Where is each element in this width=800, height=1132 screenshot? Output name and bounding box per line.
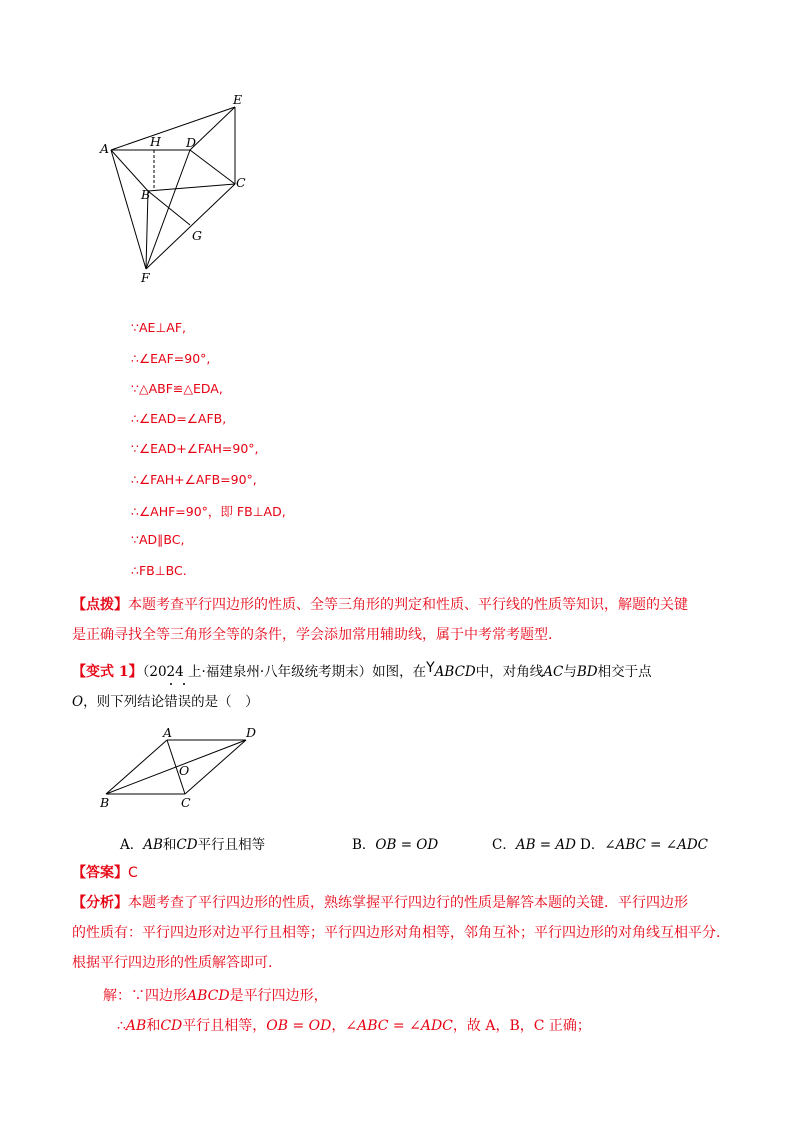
parallelogram-symbol: Y (426, 660, 435, 676)
bianshi-mid2: 与 (563, 664, 577, 680)
label-d2: D (246, 725, 257, 740)
option-c[interactable]: C．AB = AD (492, 837, 576, 853)
proof-line-5: ∵∠EAD+∠FAH=90°, (131, 441, 259, 456)
label-e: E (233, 92, 243, 107)
label-d: D (186, 135, 197, 150)
proof-line-3: ∵△ABF≌△EDA, (131, 381, 223, 396)
solution-therefore: ∴ (117, 1018, 126, 1034)
analysis-line-1: 本题考查了平行四边形的性质，熟练掌握平行四边行的性质是解答本题的关键．平行四边形 (128, 895, 688, 911)
label-f: F (141, 270, 150, 285)
option-b[interactable]: B．OB = OD (352, 837, 439, 853)
proof-line-7: ∴∠AHF=90°，即 FB⊥AD, (131, 504, 286, 519)
emphasis-wu: 误 (178, 687, 192, 717)
analysis-line-2: 的性质有：平行四边形对边平行且相等；平行四边形对角相等，邻角互补；平行四边形的对角线互相平分. (72, 925, 721, 941)
proof-line-1: ∵AE⊥AF, (131, 320, 187, 335)
label-o2: O (179, 763, 190, 778)
solution-jie: 解： (103, 988, 131, 1004)
option-d[interactable]: D．∠ABC = ∠ADC (580, 837, 708, 853)
answer-line (72, 858, 732, 888)
label-g: G (192, 228, 202, 243)
bianshi-line2b: 的是（ ） (191, 694, 259, 710)
bianshi-ac: AC (543, 664, 564, 680)
dianbo-line-1: 本题考查平行四边形的性质、全等三角形的判定和性质、平行线的性质等知识，解题的关键 (128, 597, 688, 613)
solution-tail: ，故 A，B，C 正确； (452, 1018, 591, 1034)
solution-he: 和 (146, 1018, 161, 1034)
bianshi-mid3: 相交于点 (597, 664, 652, 680)
proof-line-9: ∴FB⊥BC. (131, 563, 187, 578)
solution-comma: ， (331, 1018, 346, 1034)
solution-angles: ∠ABC = ∠ADC (345, 1018, 453, 1034)
bianshi-o: O (72, 694, 84, 710)
emphasis-cuo: 错 (164, 687, 178, 717)
option-a[interactable]: A．AB和CD平行且相等 (120, 837, 266, 853)
label-b2: B (100, 795, 110, 810)
solution-ob-od: OB = OD (266, 1018, 332, 1034)
proof-line-8: ∵AD∥BC, (131, 532, 185, 547)
label-c: C (236, 175, 246, 190)
bianshi-abcd: ABCD (434, 664, 476, 680)
solution-abcd: ABCD (187, 988, 230, 1004)
label-b: B (141, 187, 151, 202)
answer-value: C (128, 865, 138, 881)
solution-cd: CD (160, 1018, 183, 1034)
answer-tag: 【答案】 (72, 865, 128, 881)
geometry-figure-1 (90, 90, 260, 290)
analysis-tag: 【分析】 (72, 895, 128, 911)
bianshi-mid1: 中，对角线 (475, 664, 544, 680)
solution-block (103, 981, 763, 1041)
proof-line-2: ∴∠EAF=90°, (131, 351, 211, 366)
solution-ab: AB (125, 1018, 147, 1034)
solution-is: 是平行四边形， (229, 988, 328, 1004)
label-h: H (150, 134, 161, 149)
dianbo-line-2: 是正确寻找全等三角形全等的条件，学会添加常用辅助线，属于中考常考题型. (72, 627, 553, 643)
solution-because: ∵四边形 (131, 988, 187, 1004)
geometry-figure-2 (95, 720, 265, 810)
label-c2: C (181, 795, 191, 810)
dianbo-tag: 【点拨】 (72, 597, 128, 613)
proof-line-6: ∴∠FAH+∠AFB=90°, (131, 472, 257, 487)
analysis-paragraph (72, 888, 732, 978)
bianshi-line2a: ，则下列结论 (83, 694, 165, 710)
bianshi-question (72, 653, 732, 717)
bianshi-source: （2024 上·福建泉州·八年级统考期末）如图，在 (142, 664, 427, 680)
bianshi-tag: 【变式 1】 (72, 664, 143, 680)
label-a2: A (163, 725, 173, 740)
analysis-line-3: 根据平行四边形的性质解答即可. (72, 955, 273, 971)
dianbo-paragraph (72, 590, 732, 650)
solution-eq-text: 平行且相等， (182, 1018, 267, 1034)
label-a: A (100, 141, 110, 156)
bianshi-bd: BD (576, 664, 598, 680)
proof-line-4: ∴∠EAD=∠AFB, (131, 411, 227, 426)
